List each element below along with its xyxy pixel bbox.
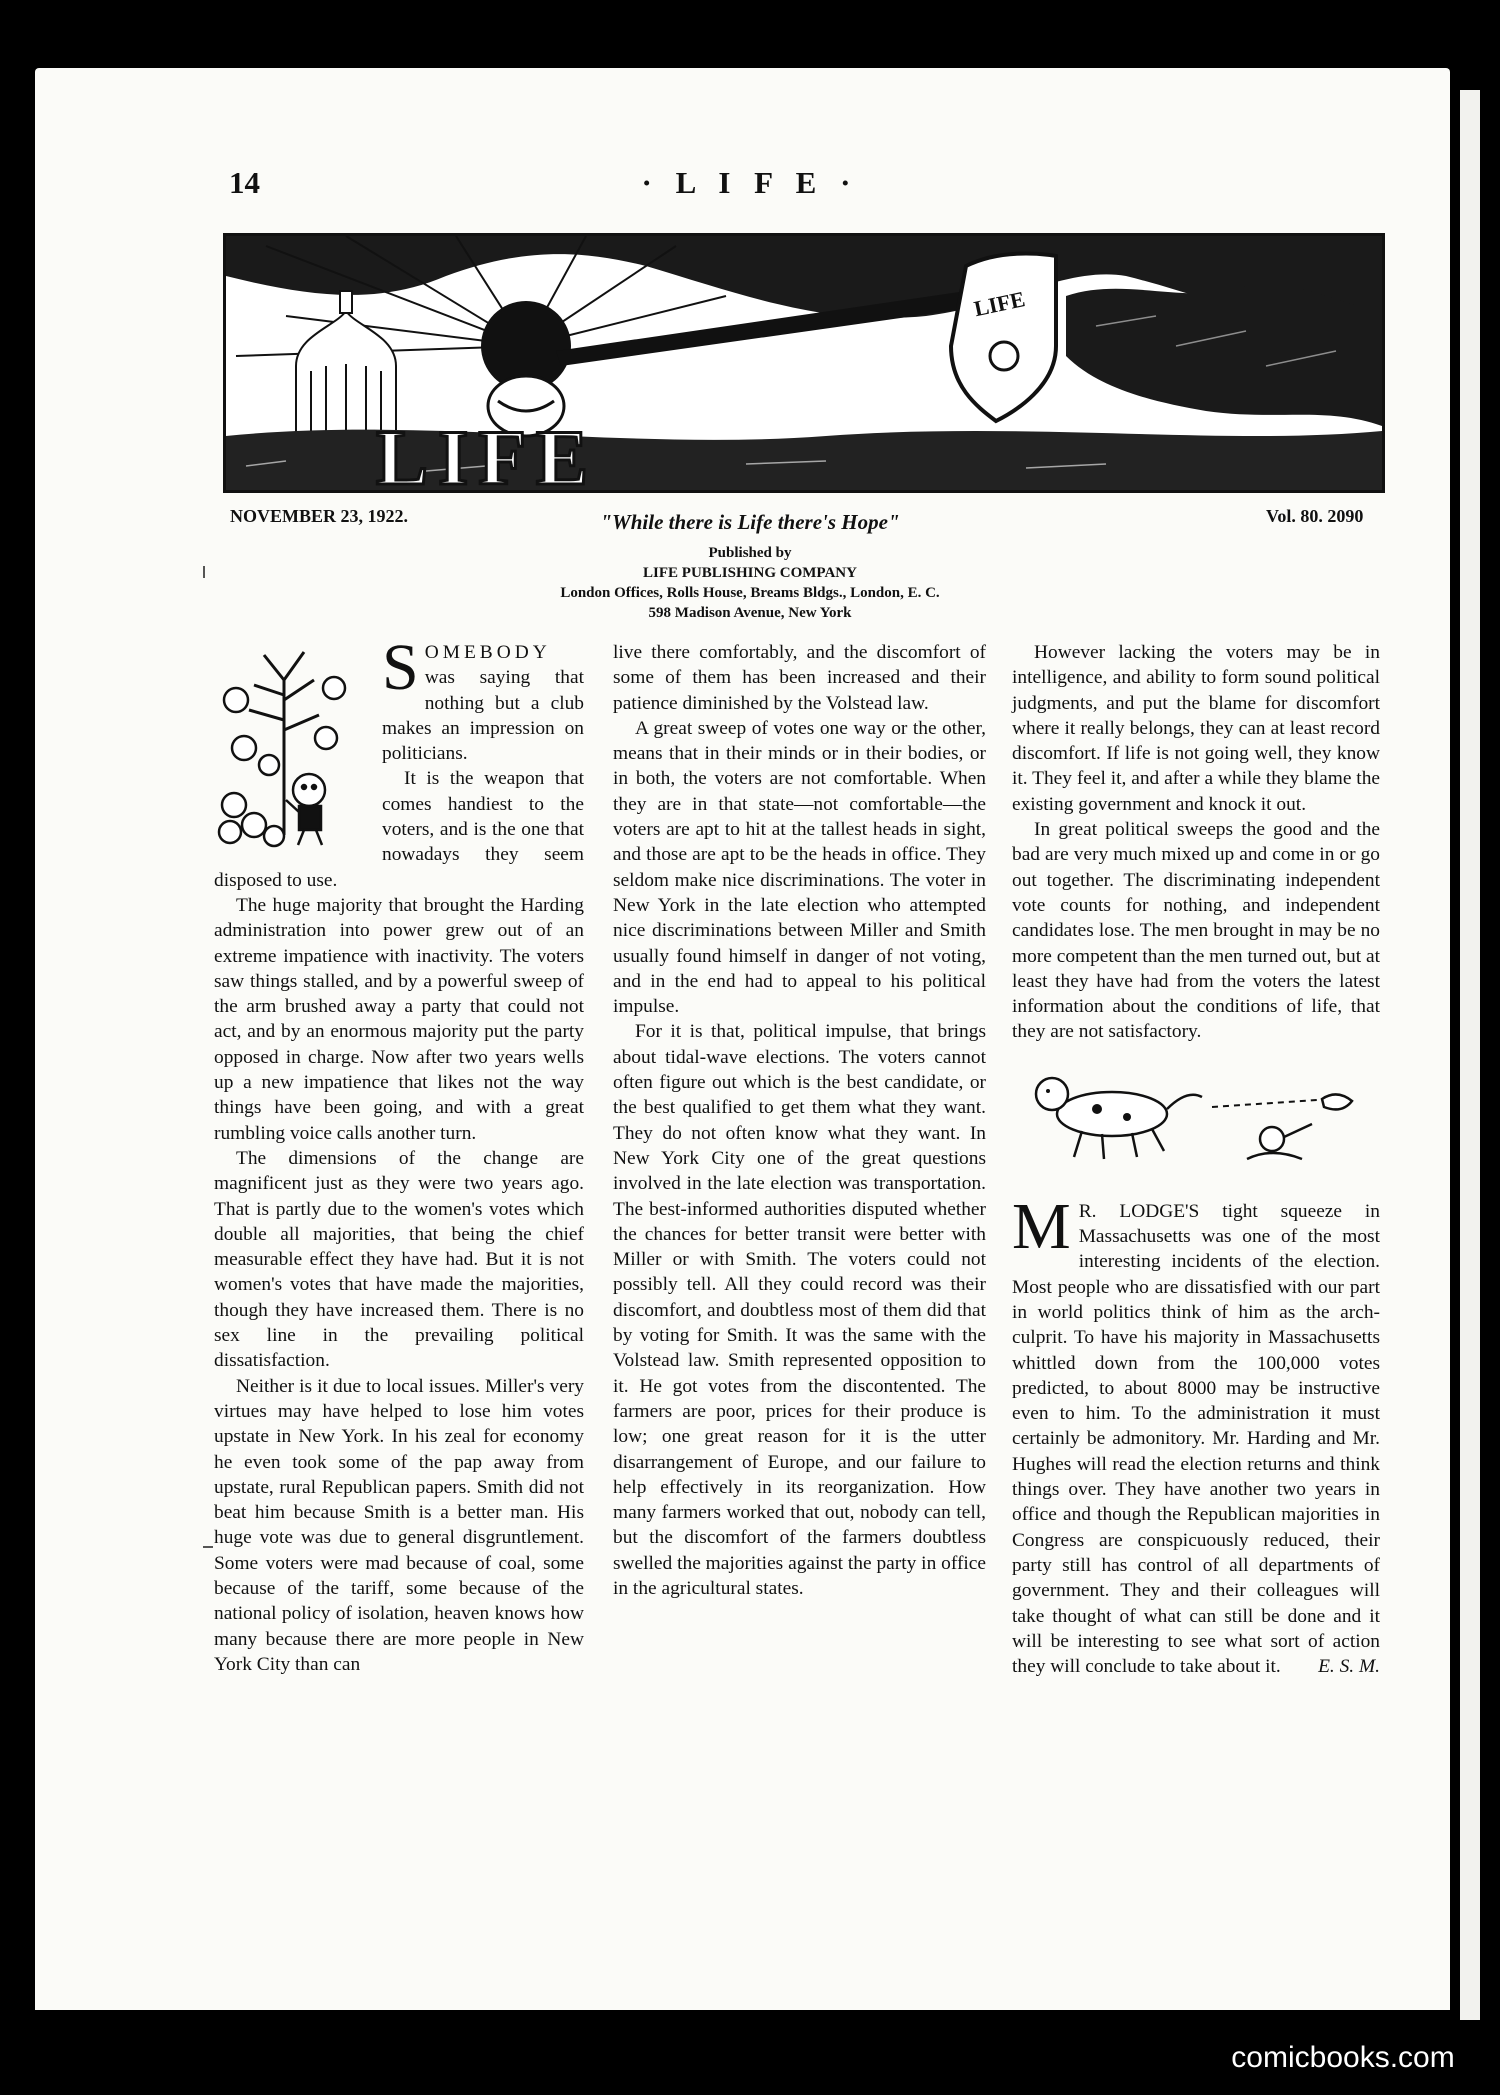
author-signature: E. S. M.: [1318, 1656, 1380, 1678]
svg-text:LIFE: LIFE: [376, 414, 599, 490]
margin-mark: [203, 1546, 213, 1548]
london-offices: London Offices, Rolls House, Breams Bldgs., London, E. C.: [560, 585, 940, 601]
column-3: [1012, 640, 1380, 1679]
paragraph: For it is that, political impulse, that brings about tidal-wave elections. The voters cannot often figure out which is the best candidate, or the best qualified to get them what they want. They do not often know what they want. In New York City one of the great questions involved in the late election was transportation. The best-informed authorities disputed whether the chances for better transit were better with Miller or with Smith. The voters could not possibly tell. All they could record was their discomfort, and doubtless most of them did that by voting for Smith. It was the same with the Volstead law. Smith represented opposition to it. He got votes from the discontented. The farmers are poor, prices for their produce is low; one great reason for it is the utter disarrangement of Europe, and our failure to help effectively in its reorganization. How many farmers worked that out, nobody can tell, but the discomfort of the farmers doubtless swelled the majorities against the party in office in the agricultural states.: [613, 1021, 986, 1599]
paragraph: The dimensions of the change are magnificent just as they were two years ago. That is partly due to the women's votes which double all majorities, that being the chief measurable effect they have had. But it is not women's votes that have made the majorities, though they have increased them. There is no sex line in the prevailing political dissatisfaction.: [214, 1147, 584, 1372]
paragraph: In great political sweeps the good and the bad are very much mixed up and come in or go out together. The discriminating independent vote counts for nothing, and independent candidates lose. The men brought in may be no more competent than the men turned out, but at least they have had from the voters the latest information about the conditions of life, that they are not satisfactory.: [1012, 819, 1380, 1043]
masthead-illustration: [223, 233, 1385, 493]
paragraph: It is the weapon that comes handiest to the voters, and is the one that nowadays they seem disposed to use.: [214, 768, 584, 891]
column-1: [214, 631, 584, 1677]
drop-cap-m: M: [1012, 1189, 1071, 1263]
new-york-address: 598 Madison Avenue, New York: [648, 605, 852, 621]
paragraph: was saying that nothing but a club makes an impression on politicians.: [382, 667, 584, 765]
margin-mark: [203, 566, 205, 578]
volume-number: Vol. 80. 2090: [1266, 506, 1364, 526]
facing-page-edge: [1460, 90, 1480, 2020]
issue-date: NOVEMBER 23, 1922.: [230, 506, 409, 526]
paragraph: live there comfortably, and the discomfort of some of them has been increased and their patience diminished by the Volstead law.: [613, 642, 986, 714]
motto: "While there is Life there's Hope": [600, 510, 900, 534]
page-number: 14: [229, 165, 260, 200]
apple-tree-illustration: [214, 640, 372, 850]
lead-word: OMEBODY: [424, 642, 551, 663]
club-man: [286, 774, 325, 845]
paragraph: However lacking the voters may be in intelligence, and ability to form sound political judgments, and put the blame for discomfort where it really belongs, they can at least record discomfort. If life is not going well, they know it. They feel it, and after a while they blame the existing government and knock it out.: [1012, 642, 1380, 815]
publisher-name: LIFE PUBLISHING COMPANY: [643, 565, 857, 581]
published-by: Published by: [708, 545, 792, 561]
cow-and-man-illustration: [1012, 1059, 1380, 1177]
column-2: [613, 640, 986, 1601]
drop-cap-s: S: [382, 631, 419, 704]
publisher-info: [0, 543, 1500, 623]
paragraph: R. LODGE'S tight squeeze in Massachusetts was one of the most interesting incidents of the election. Most people who are dissatisfied with our part in world politics think of him as the arch-culprit. To have his majority in Massachusetts whittled down from the 100,000 votes predicted, to about 8000 may be instructive even to him. To the administration it must certainly be admonitory. Mr. Harding and Mr. Hughes will read the election returns and think things over. They have another two years in office and though the Republican majorities in Congress are conspicuously reduced, their party still has control of all departments of government. They and their colleagues will take thought of what can still be done and it will be interesting to see what sort of action they will conclude to take about it.: [1012, 1200, 1380, 1678]
svg-text:LIFE: LIFE: [971, 286, 1028, 322]
paragraph: Neither is it due to local issues. Miller's very virtues may have helped to lose him votes upstate in New York. In his zeal for economy he even took some of the pap away from upstate, rural Republican papers. Smith did not beat him because Smith is a better man. His huge vote was due to general disgruntlement. Some voters were mad because of coal, some because of the tariff, some because of the national policy of isolation, heaven knows how many because there are more people in New York City than can: [214, 1375, 584, 1675]
running-title: · L I F E ·: [641, 165, 859, 200]
paragraph: The huge majority that brought the Harding administration into power grew out of an extreme impatience with inactivity. The voters saw things stalled, and by a powerful sweep of the arm brushed away a party that could not act, and by an enormous majority put the party opposed in charge. Now after two years wells up a new impatience that likes not the way things have been going, and with a great rumbling voice calls another turn.: [214, 894, 584, 1144]
paragraph: A great sweep of votes one way or the other, means that in their minds or in their bodies, or in both, the voters are not comfortable. When they are in that state—not comfortable—the voters are apt to hit at the tallest heads in sight, and those are apt to be the heads in office. They seldom make nice discriminations. The voter in New York in the late election who attempted nice discriminations between Miller and Smith usually found himself in danger of not voting, and in the end had to appeal to his political impulse.: [613, 717, 986, 1018]
watermark: comicbooks.com: [1212, 2036, 1474, 2080]
